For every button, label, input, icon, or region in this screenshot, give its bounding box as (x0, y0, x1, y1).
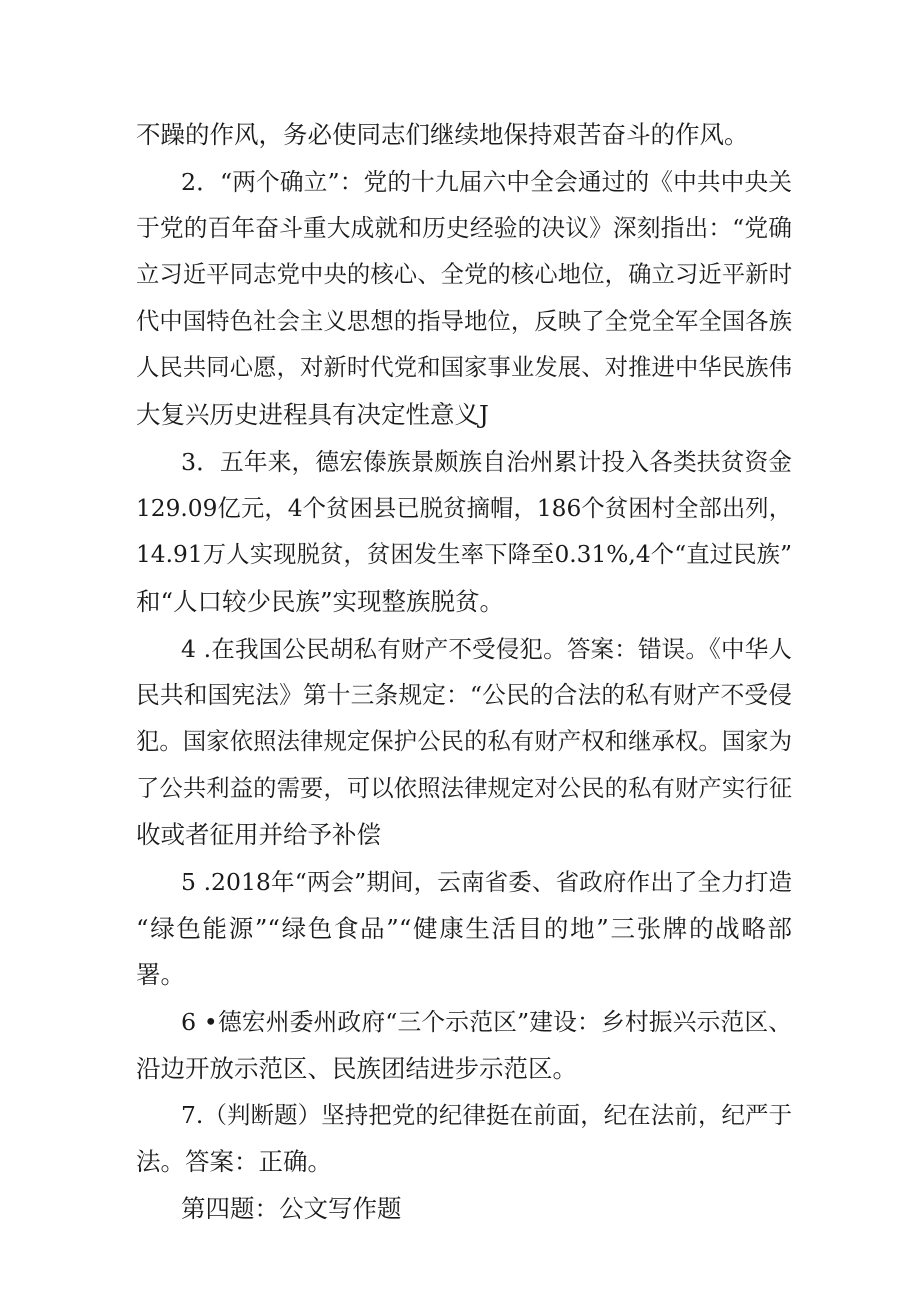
text-line: 6 •德宏州委州政府“三个示范区”建设：乡村振兴示范区、 (181, 1008, 792, 1037)
text-line: 立习近平同志党中央的核心、全党的核心地位，确立习近平新时 (136, 261, 792, 289)
text-line: 4 .在我国公民胡私有财产不受侵犯。答案：错误。《中华人 (181, 634, 792, 663)
text-line: 民共和国宪法》第十三条规定：“公民的合法的私有财产不受侵 (136, 681, 792, 710)
text-line: 法。答案：正确。 (136, 1147, 332, 1177)
text-line: 收或者征用并给予补偿 (136, 820, 381, 850)
text-line: 于党的百年奋斗重大成就和历史经验的决议》深刻指出：“党确 (136, 214, 792, 243)
text-line: 129.09亿元，4个贫困县已脱贫摘帽，186个贫困村全部出列， (136, 494, 792, 522)
text-line: 5 .2018年“两会”期间，云南省委、省政府作出了全力打造 (181, 868, 792, 896)
text-line: 和“人口较少民族”实现整族脱贫。 (136, 586, 505, 616)
text-line: 大复兴历史进程具有决定性意义J (136, 400, 489, 430)
text-line: 14.91万人实现脱贫，贫困发生率下降至0.31%,4个“直过民族” (136, 541, 792, 569)
text-line: 代中国特色社会主义思想的指导地位，反映了全党全军全国各族 (136, 307, 792, 335)
text-line: 犯。国家依照法律规定保护公民的私有财产权和继承权。国家为 (136, 727, 792, 755)
text-line: 人民共同心愿，对新时代党和国家事业发展、对推进中华民族伟 (136, 354, 792, 382)
text-line: “绿色能源”“绿色食品”“健康生活目的地”三张牌的战略部 (136, 913, 792, 943)
text-line: 沿边开放示范区、民族团结进步示范区。 (136, 1053, 577, 1083)
section-heading: 第四题：公文写作题 (181, 1193, 402, 1223)
text-line: 署。 (136, 960, 185, 990)
text-line: 了公共利益的需要，可以依照法律规定对公民的私有财产实行征 (136, 774, 792, 802)
text-line: 2．“两个确立”：党的十九届六中全会通过的《中共中央关 (181, 167, 792, 196)
text-line: 不躁的作风，务必使同志们继续地保持艰苦奋斗的作风。 (136, 120, 749, 149)
text-line: 3．五年来，德宏傣族景颇族自治州累计投入各类扶贫资金 (181, 447, 792, 476)
document-body (136, 112, 792, 1233)
text-line: 7.（判断题）坚持把党的纪律挺在前面，纪在法前，纪严于 (181, 1101, 792, 1130)
